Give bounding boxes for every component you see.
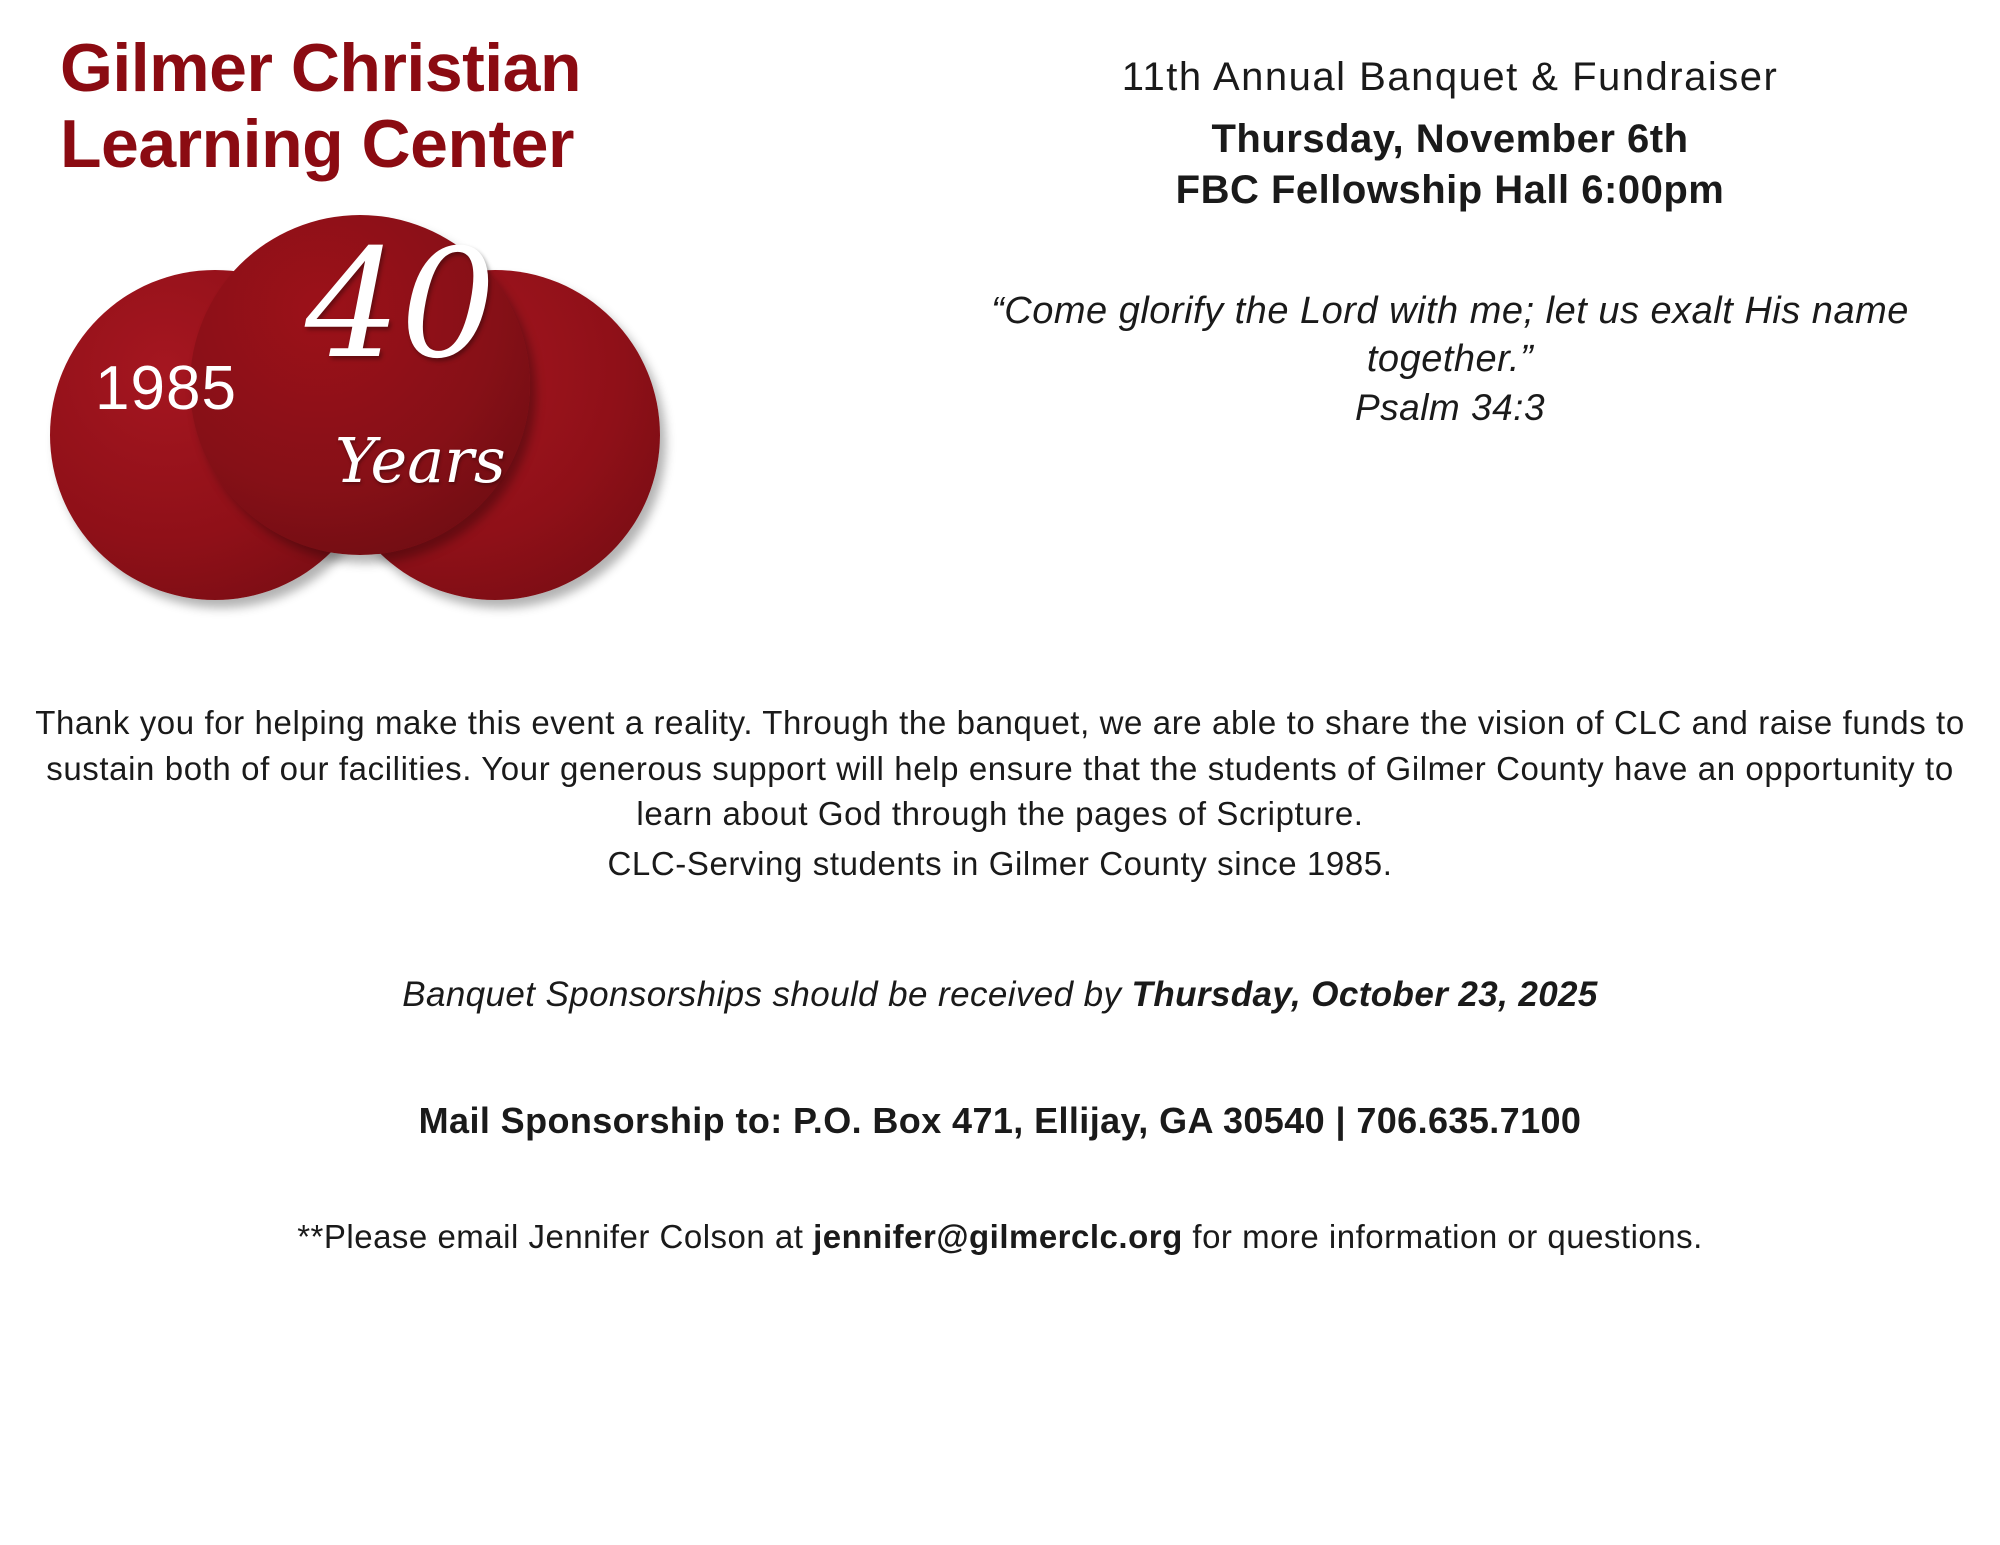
- deadline-date: Thursday, October 23, 2025: [1131, 975, 1598, 1014]
- org-title-line-1: Gilmer Christian: [60, 30, 582, 106]
- logo-anniversary-number: 40: [305, 218, 496, 392]
- scripture-verse: “Come glorify the Lord with me; let us exalt His name together.”: [991, 290, 1909, 380]
- event-date-line: Thursday, November 6th: [1211, 117, 1689, 161]
- org-title-line-2: Learning Center: [60, 106, 574, 183]
- event-details: [960, 55, 1940, 429]
- logo-year-start: 1985: [95, 354, 237, 423]
- contact-email[interactable]: jennifer@gilmerclc.org: [813, 1218, 1183, 1255]
- event-annual-label: 11th Annual Banquet & Fundraiser: [1121, 55, 1779, 99]
- event-date-venue: [960, 114, 1940, 216]
- body-tagline: CLC-Serving students in Gilmer County since 1985.: [607, 844, 1393, 882]
- body-paragraph-block: [30, 700, 1970, 886]
- organization-title: [60, 30, 960, 182]
- header-section: [0, 0, 2000, 620]
- contact-suffix: for more information or questions.: [1182, 1218, 1703, 1255]
- body-paragraph: Thank you for helping make this event a reality. Through the banquet, we are able to share the vision of CLC and raise funds to sustain both of our facilities. Your generous support will help ensure that the students of Gilmer County have an opportunity to learn about God through the pages of Scripture.: [35, 704, 1965, 833]
- contact-prefix: **Please email Jennifer Colson at: [297, 1218, 814, 1255]
- logo-anniversary-word: Years: [335, 424, 506, 497]
- logo-year-end: 2025: [680, 354, 822, 423]
- mail-sponsorship-line: Mail Sponsorship to: P.O. Box 471, Ellijay, GA 30540 | 706.635.7100: [418, 1100, 1582, 1141]
- contact-line: [30, 1215, 1970, 1260]
- sponsorship-deadline: [30, 975, 1970, 1015]
- anniversary-logo: [40, 215, 890, 610]
- scripture-reference: Psalm 34:3: [1354, 387, 1546, 429]
- event-venue-line: FBC Fellowship Hall 6:00pm: [1175, 168, 1725, 213]
- deadline-prefix: Banquet Sponsorships should be received by: [402, 975, 1132, 1014]
